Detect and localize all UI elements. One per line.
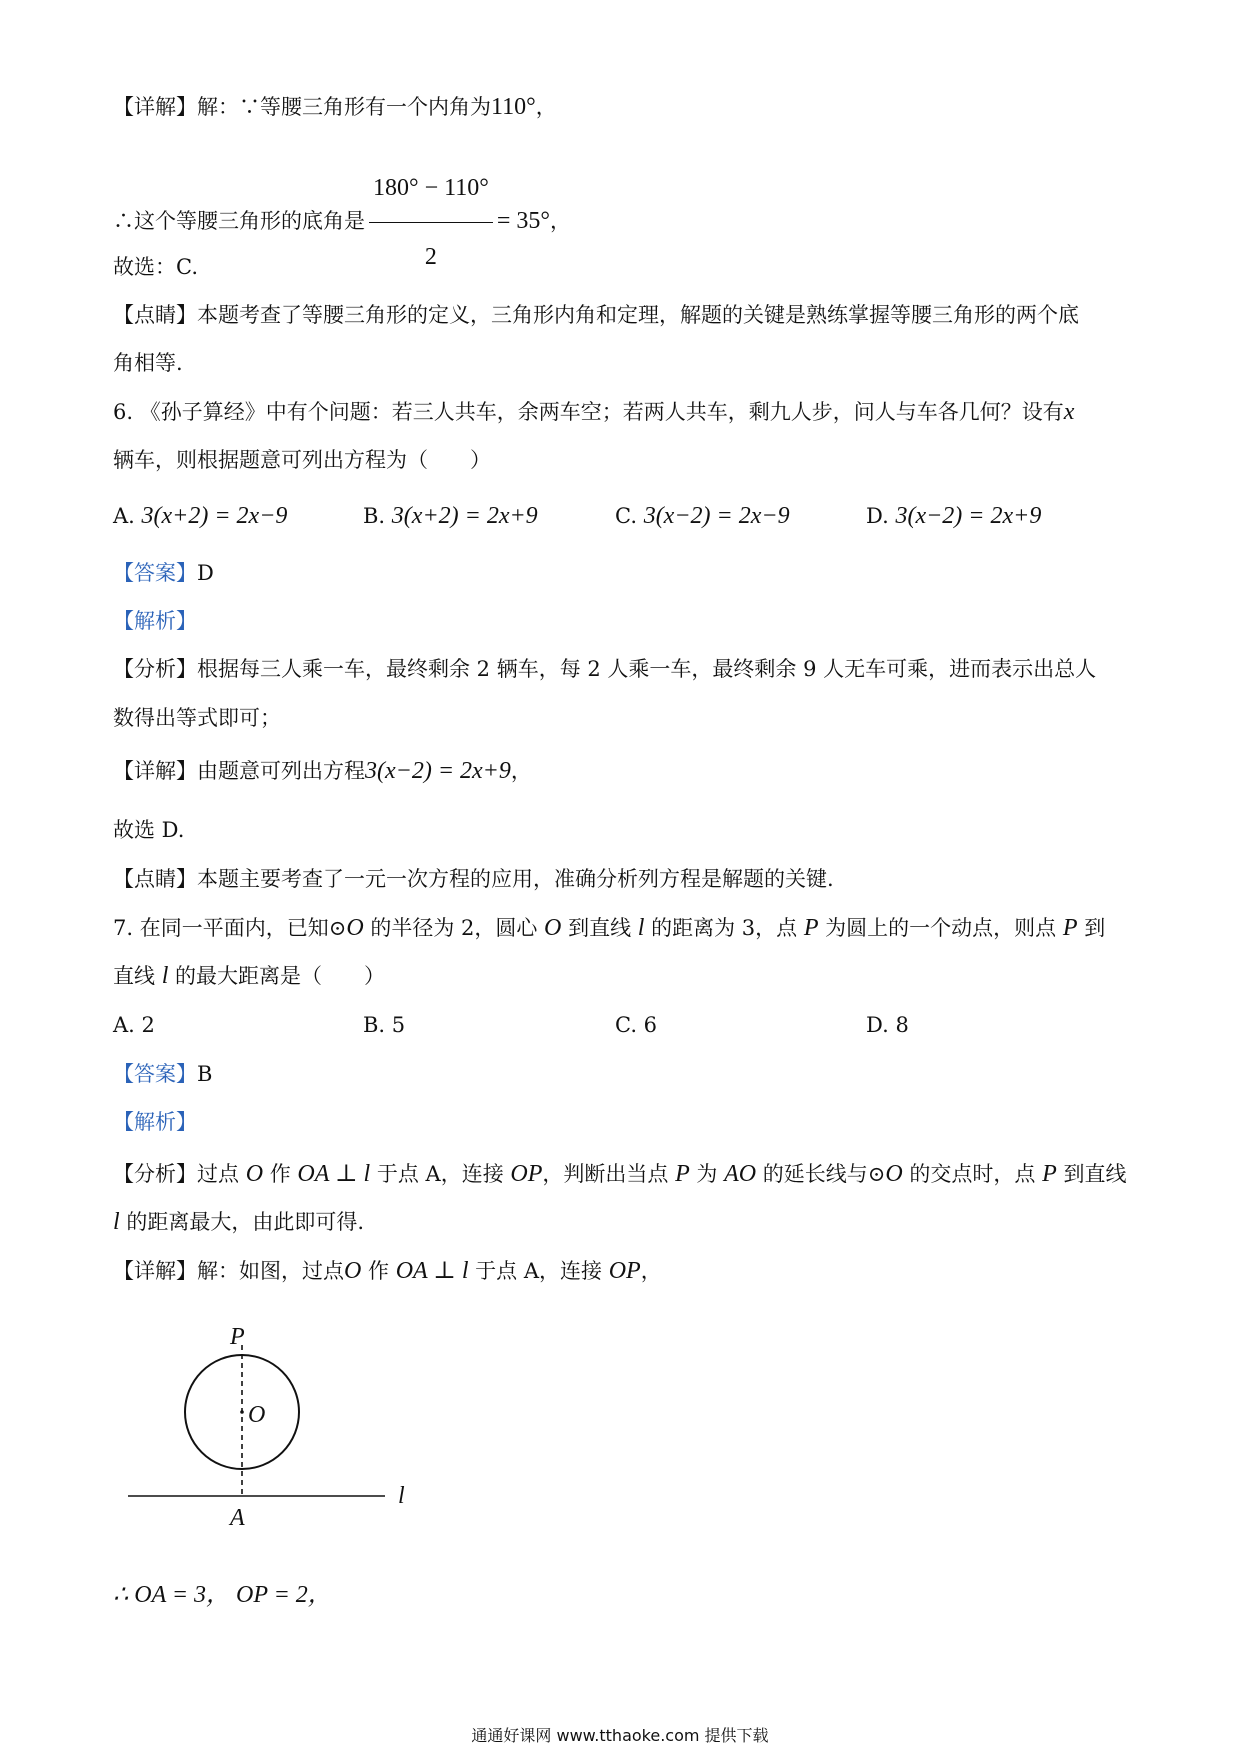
answer-7: 【答案】B [113, 1062, 213, 1086]
label-a: A [230, 1505, 245, 1531]
analysis-6-line-1: 【分析】根据每三人乘一车，最终剩余 2 辆车，每 2 人乘一车，最终剩余 9 人无车可乘，进而表示出总人 [113, 657, 1097, 681]
q6-option-a: A. 3(x+2) = 2x−9 [113, 503, 288, 529]
detail-tag: 【详解】 [113, 95, 197, 119]
question-6-line-2: 辆车，则根据题意可列出方程为（ ） [113, 448, 491, 472]
comment-6: 【点睛】本题主要考查了一元一次方程的应用，准确分析列方程是解题的关键. [113, 867, 834, 891]
label-l: l [398, 1483, 405, 1509]
answer-6: 【答案】D [113, 561, 214, 585]
q7-option-b: B. 5 [363, 1013, 406, 1037]
choose-d: 故选 D. [113, 818, 185, 842]
q6-option-c: C. 3(x−2) = 2x−9 [615, 503, 790, 529]
choose-c: 故选：C. [113, 255, 198, 279]
analysis-6-line-2: 数得出等式即可； [113, 706, 281, 730]
comment-line-2: 角相等. [113, 351, 183, 375]
q7-option-a: A. 2 [113, 1013, 155, 1037]
analysis-7-line-2: l 的距离最大，由此即可得. [113, 1209, 365, 1235]
analysis-7-tag: 【解析】 [113, 1110, 197, 1134]
detail-line-1: 【详解】解：∵等腰三角形有一个内角为110°， [113, 94, 557, 120]
comment-line-1: 【点睛】本题考查了等腰三角形的定义，三角形内角和定理，解题的关键是熟练掌握等腰三角形的两个底 [113, 303, 1079, 327]
q6-option-d: D. 3(x−2) = 2x+9 [866, 503, 1042, 529]
q6-option-b: B. 3(x+2) = 2x+9 [363, 503, 538, 529]
conclusion-line: ∴ OA = 3， OP = 2， [113, 1582, 332, 1608]
detail-7: 【详解】解：如图，过点O 作 OA ⊥ l 于点 A，连接 OP， [113, 1258, 662, 1284]
label-p: P [230, 1324, 245, 1350]
detail-line-2: ∴这个等腰三角形的底角是 $\frac{180^\circ - 110^\circ}{2}$ = 35°， [113, 158, 571, 287]
label-o: O [248, 1402, 266, 1428]
q7-option-c: C. 6 [615, 1013, 658, 1037]
point-o [240, 1410, 244, 1414]
question-7-line-1: 7. 在同一平面内，已知⊙O 的半径为 2，圆心 O 到直线 l 的距离为 3，点 P 为圆上的一个动点，则点 P 到 [113, 915, 1106, 941]
detail-6: 【详解】由题意可列出方程3(x−2) = 2x+9， [113, 758, 532, 784]
analysis-7-line-1: 【分析】过点 O 作 OA ⊥ l 于点 A，连接 OP，判断出当点 P 为 AO 的延长线与⊙O 的交点时，点 P 到直线 [113, 1161, 1127, 1187]
question-7-line-2: 直线 l 的最大距离是（ ） [113, 963, 386, 989]
question-6-line-1: 6. 《孙子算经》中有个问题：若三人共车，余两车空；若两人共车，剩九人步，问人与车各几何？设有x [113, 399, 1075, 425]
q7-option-d: D. 8 [866, 1013, 909, 1037]
analysis-6-tag: 【解析】 [113, 609, 197, 633]
geometry-figure [120, 1320, 430, 1540]
page-footer: 通通好课网 www.tthaoke.com 提供下载 [471, 1726, 769, 1745]
fraction: $\frac{180^\circ - 110^\circ}{2}$ [369, 158, 493, 287]
